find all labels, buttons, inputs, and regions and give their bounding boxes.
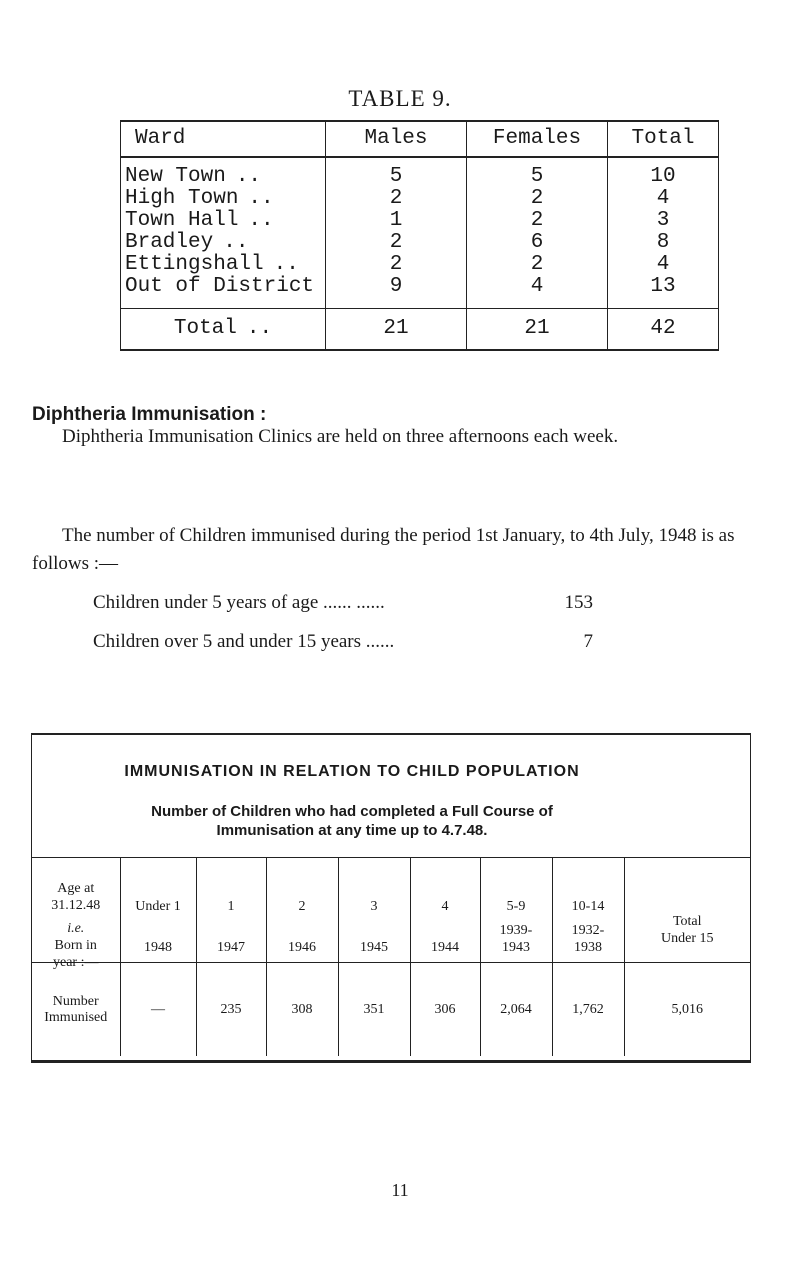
females-count: 6	[467, 232, 608, 254]
total-count: 4	[608, 188, 719, 210]
total-females: 21	[467, 309, 608, 351]
ward-name: Ettingshall ..	[121, 254, 326, 276]
females-count: 2	[467, 254, 608, 276]
number-cell: 235	[196, 963, 266, 1057]
total-males: 21	[326, 309, 467, 351]
females-count: 2	[467, 210, 608, 232]
grand-total: 42	[608, 309, 719, 351]
number-cell: 1,762	[552, 963, 624, 1057]
immunisation-subtitle: Number of Children who had completed a Full Course of Immunisation at any time up to 4.7.48.	[151, 803, 553, 839]
table-row	[121, 276, 719, 309]
total-row	[121, 309, 719, 351]
immunisation-title: IMMUNISATION IN RELATION TO CHILD POPULATION	[124, 763, 580, 780]
ward-name: New Town ..	[121, 157, 326, 188]
count-label: Children under 5 years of age ...... ......	[93, 592, 385, 613]
males-count: 2	[326, 254, 467, 276]
count-value: 153	[564, 592, 593, 613]
age-header: Age at 31.12.48 i.e. Born in year :—	[32, 858, 120, 963]
table-row	[121, 210, 719, 232]
count-label: Children over 5 and under 15 years ......	[93, 631, 395, 652]
age-column: Under 1 1948	[120, 858, 196, 963]
page-title: TABLE 9.	[348, 86, 452, 111]
header-ward: Ward	[121, 121, 326, 157]
total-count: 13	[608, 276, 719, 309]
table-row	[121, 188, 719, 210]
count-row	[93, 631, 593, 653]
paragraph-clinics: Diphtheria Immunisation Clinics are held on three afternoons each week.	[62, 426, 619, 447]
total-count: 4	[608, 254, 719, 276]
males-count: 2	[326, 232, 467, 254]
total-count: 10	[608, 157, 719, 188]
ward-table	[120, 120, 719, 351]
males-count: 2	[326, 188, 467, 210]
males-count: 5	[326, 157, 467, 188]
page-number: 11	[391, 1180, 409, 1200]
ward-name: Bradley ..	[121, 232, 326, 254]
paragraph-period: The number of Children immunised during the period 1st January, to 4th July, 1948 is as follows :—	[32, 525, 735, 574]
age-column: 4 1944	[410, 858, 480, 963]
ward-name: Town Hall ..	[121, 210, 326, 232]
number-cell: 351	[338, 963, 410, 1057]
total-count: 8	[608, 232, 719, 254]
females-count: 5	[467, 157, 608, 188]
age-header-row	[32, 858, 750, 963]
header-males: Males	[326, 121, 467, 157]
total-label: Total ..	[121, 309, 326, 351]
total-count: 3	[608, 210, 719, 232]
table-row	[121, 232, 719, 254]
immunisation-table	[32, 857, 750, 1056]
table-row	[121, 254, 719, 276]
count-value: 7	[583, 631, 593, 652]
males-count: 9	[326, 276, 467, 309]
number-immunised-label: Number Immunised	[32, 963, 120, 1057]
ward-name: Out of District	[121, 276, 326, 309]
count-row	[93, 592, 593, 614]
number-cell: —	[120, 963, 196, 1057]
age-column: 1 1947	[196, 858, 266, 963]
number-cell: 308	[266, 963, 338, 1057]
ward-name: High Town ..	[121, 188, 326, 210]
number-cell: 306	[410, 963, 480, 1057]
females-count: 2	[467, 188, 608, 210]
age-column: 10-14 1932- 1938	[552, 858, 624, 963]
section-heading: Diphtheria Immunisation :	[32, 404, 267, 425]
age-column: 3 1945	[338, 858, 410, 963]
total-number-cell: 5,016	[624, 963, 750, 1057]
ward-table-header	[121, 121, 719, 157]
header-total: Total	[608, 121, 719, 157]
header-females: Females	[467, 121, 608, 157]
table-row	[121, 157, 719, 188]
age-column: 5-9 1939- 1943	[480, 858, 552, 963]
females-count: 4	[467, 276, 608, 309]
age-column: 2 1946	[266, 858, 338, 963]
number-immunised-row	[32, 963, 750, 1057]
immunisation-table-box	[31, 733, 751, 1063]
total-under-15-header: Total Under 15	[624, 858, 750, 963]
males-count: 1	[326, 210, 467, 232]
number-cell: 2,064	[480, 963, 552, 1057]
